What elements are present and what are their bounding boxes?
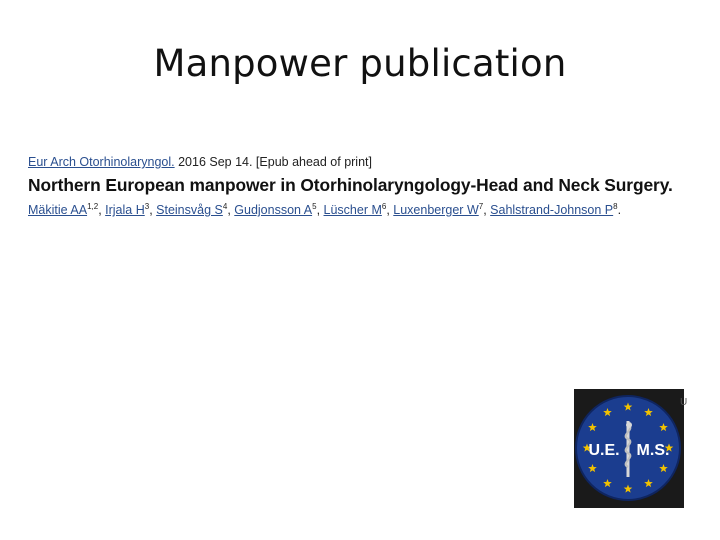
author-separator: , <box>98 203 106 218</box>
article-title: Northern European manpower in Otorhinolaryngology-Head and Neck Surgery. <box>28 175 673 195</box>
logo-text-right: M.S. <box>636 442 670 459</box>
author-affiliation: 1,2 <box>87 202 99 211</box>
author-entry <box>324 203 387 217</box>
author-affiliation: 7 <box>478 202 484 211</box>
logo-text-left: U.E. <box>588 442 620 459</box>
author-entry <box>490 203 617 217</box>
author-link[interactable]: Steinsvåg S <box>156 203 223 218</box>
author-link[interactable]: Irjala H <box>105 203 145 218</box>
journal-line <box>28 155 708 169</box>
author-affiliation: 8 <box>613 202 618 211</box>
author-link[interactable]: Mäkitie AA <box>28 203 88 218</box>
author-link[interactable]: Lüscher M <box>323 203 382 218</box>
journal-link[interactable]: Eur Arch Otorhinolaryngol. <box>28 155 175 169</box>
author-affiliation: 3 <box>144 202 150 211</box>
author-entry <box>393 203 483 217</box>
author-entry <box>156 203 227 217</box>
citation <box>28 155 708 217</box>
slide-title: Manpower publication <box>153 42 567 85</box>
author-link[interactable]: Luxenberger W <box>393 203 479 218</box>
logo-fragment-text: U <box>680 397 688 408</box>
author-entry <box>234 203 316 217</box>
author-entry <box>105 203 149 217</box>
author-separator: , <box>483 203 491 218</box>
author-separator: . <box>617 203 622 218</box>
author-list <box>28 202 708 217</box>
author-separator: , <box>316 203 324 218</box>
author-separator: , <box>149 203 157 218</box>
author-affiliation: 6 <box>381 202 387 211</box>
author-entry <box>28 203 98 217</box>
author-affiliation: 5 <box>312 202 317 211</box>
author-separator: , <box>386 203 394 218</box>
uems-logo <box>574 389 684 508</box>
publication-date: 2016 Sep 14. [Epub ahead of print] <box>174 155 372 169</box>
author-separator: , <box>227 203 235 218</box>
uems-emblem <box>574 389 684 508</box>
author-link[interactable]: Gudjonsson A <box>234 203 313 218</box>
author-link[interactable]: Sahlstrand-Johnson P <box>490 203 614 218</box>
author-affiliation: 4 <box>222 202 228 211</box>
